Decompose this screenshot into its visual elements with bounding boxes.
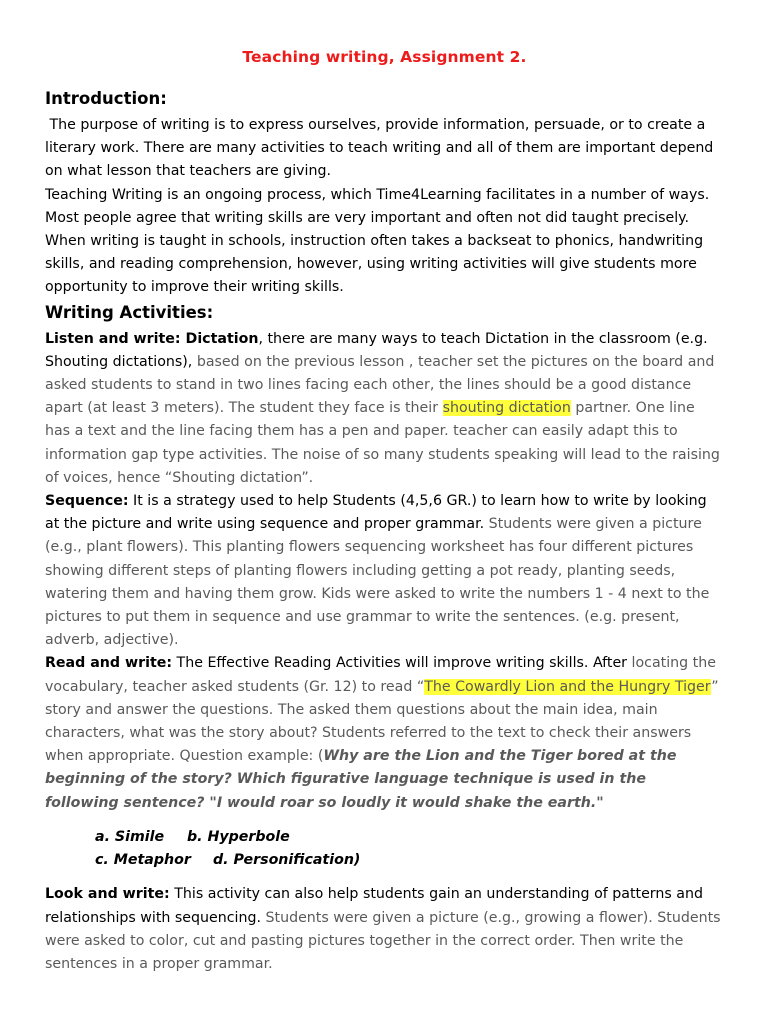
page-title: Teaching writing, Assignment 2. bbox=[242, 48, 527, 66]
writing-activities-heading: Writing Activities: bbox=[45, 302, 214, 322]
listen-tail-text: partner. One line has a text and the line facing them has a pen and paper. teacher can easily adapt this to information gap type activities. The noise of so many students speaking will lead to the raising of voices, hence “Shouting dictation”. bbox=[45, 400, 720, 486]
option-d: d. Personification) bbox=[213, 852, 361, 869]
sequence-label: Sequence: bbox=[45, 493, 129, 510]
intro-paragraph-1: The purpose of writing is to express ourselves, provide information, persuade, or to create a literary work. There are many activities to teach writing and all of them are important depend on what lesson that teachers are giving. bbox=[45, 117, 718, 180]
read-lead-text: The Effective Reading Activities will improve writing skills. After bbox=[172, 655, 628, 672]
answer-options bbox=[45, 826, 724, 872]
sequence-body-text: Students were given a picture (e.g., plant flowers). This planting flowers sequencing worksheet has four different pictures showing different steps of planting flowers including getting a pot ready, planting seeds, watering them and having them grow. Kids were asked to write the numbers 1 - 4 next to the pictures to put them in sequence and use grammar to write the sentences. (e.g. present, adverb, adjective). bbox=[45, 516, 710, 649]
read-body-text-2: ” story and answer the questions. The asked them questions about the main idea, main characters, what was the story about? Students referred to the text to check their answers when appropriate. Question example: ( bbox=[45, 678, 719, 765]
shouting-dictation-highlight: shouting dictation bbox=[442, 400, 571, 417]
look-lead-text: This activity can also help students gain an understanding of patterns and relationships with sequencing. bbox=[45, 886, 703, 926]
sequence-paragraph bbox=[45, 490, 724, 652]
sequence-lead-text: It is a strategy used to help Students (4,5,6 GR.) to learn how to write by looking at the picture and write using sequence and proper grammar. bbox=[45, 493, 707, 533]
look-body-text: Students were given a picture (e.g., growing a flower). Students were asked to color, cut and pasting pictures together in the correct order. Then write the sentences in a proper grammar. bbox=[45, 909, 721, 972]
option-b: b. Hyperbole bbox=[187, 828, 290, 845]
look-and-write-paragraph bbox=[45, 883, 724, 976]
listen-and-write-paragraph bbox=[45, 328, 724, 490]
introduction-heading: Introduction: bbox=[45, 89, 167, 108]
question-example-text: Why are the Lion and the Tiger bored at the beginning of the story? Which figurative language technique is used in the following sentence? "I would roar so loudly it would shake the earth." bbox=[45, 748, 677, 811]
listen-body-text: based on the previous lesson , teacher set the pictures on the board and asked students to stand in two lines facing each other, the lines should be a good distance apart (at least 3 meters). The student they face is their bbox=[45, 353, 715, 417]
listen-lead-text: , there are many ways to teach Dictation in the classroom (e.g. Shouting dictations), bbox=[45, 330, 708, 370]
story-title-highlight: The Cowardly Lion and the Hungry Tiger bbox=[424, 678, 712, 695]
read-and-write-label: Read and write: bbox=[45, 655, 173, 672]
option-a: a. Simile bbox=[95, 828, 165, 845]
read-and-write-paragraph bbox=[45, 652, 724, 814]
read-body-text: locating the vocabulary, teacher asked students (Gr. 12) to read “ bbox=[45, 655, 716, 695]
look-and-write-label: Look and write: bbox=[45, 886, 170, 903]
listen-and-write-label: Listen and write: Dictation bbox=[45, 330, 259, 347]
intro-paragraph-2: Teaching Writing is an ongoing process, which Time4Learning facilitates in a number of ways. Most people agree that writing skills are very important and often not did taught precisely. When writing is taught in schools, instruction often takes a backseat to phonics, handwriting skills, and reading comprehension, however, using writing activities will give students more opportunity to improve their writing skills. bbox=[45, 186, 710, 296]
spacer bbox=[45, 872, 724, 883]
option-c: c. Metaphor bbox=[95, 852, 191, 869]
